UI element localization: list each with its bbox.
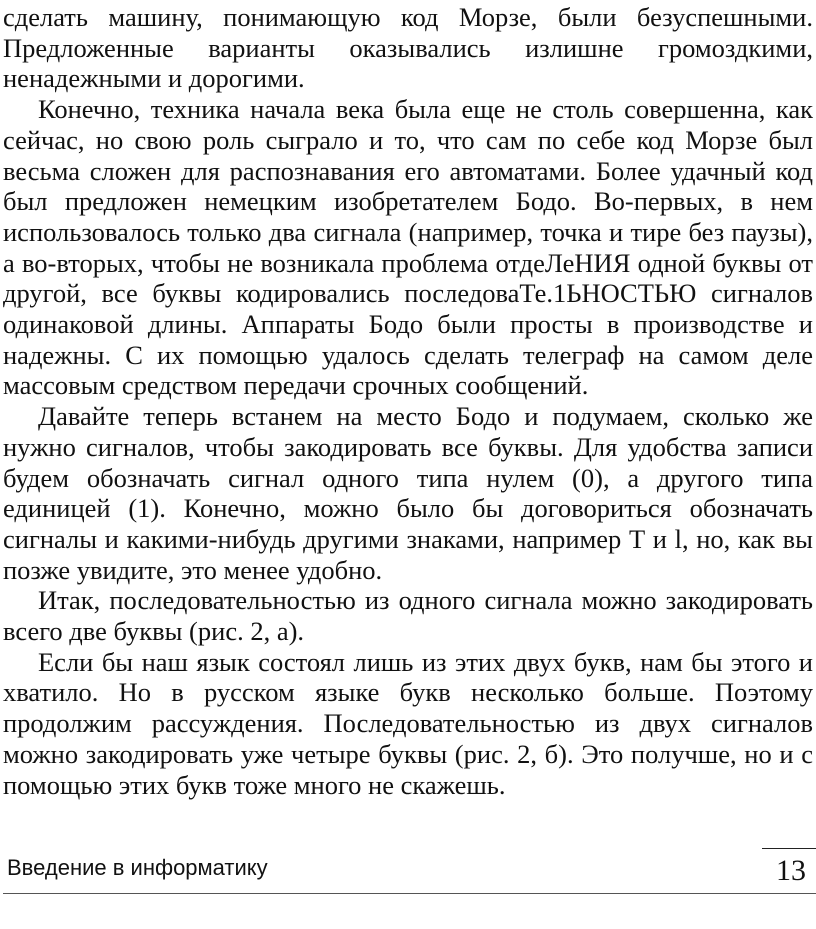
paragraph-two-signals: Если бы наш язык состоял лишь из этих двух букв, нам бы этого и хватило. Но в русском языке букв несколько больше. Поэтому продолжим рассуждения. Последовательностью из двух сигналов можно закодировать уже четыре буквы (рис. 2, б). Это получше, но и с помощью этих букв тоже много не скажешь. xyxy=(3,646,813,800)
page-text xyxy=(3,2,813,800)
page-number-rule xyxy=(762,848,816,849)
paragraph-baudot-code: Конечно, техника начала века была еще не столь совершенна, как сейчас, но свою роль сыграло и то, что сам по себе код Морзе был весьма сложен для распознавания его автоматами. Более удачный код был предложен немецким изобретателем Бодо. Во-первых, в нем использовалось только два сигнала (например, точка и тире без паузы), а во-вторых, чтобы не возникала проблема отдеЛеНИЯ одной буквы от другой, все буквы кодировались последоваТе.1ЬНОСТЬЮ сигналов одинаковой длины. Аппараты Бодо были просты в производстве и надежны. С их помощью удалось сделать телеграф на самом деле массовым средством передачи срочных сообщений. xyxy=(3,94,813,401)
paragraph-continuation: сделать машину, понимающую код Морзе, были безуспешными. Предложенные варианты оказывались излишне громоздкими, ненадежными и дорогими. xyxy=(3,2,813,94)
paragraph-one-signal: Итак, последовательностью из одного сигнала можно закодировать всего две буквы (рис. 2, а). xyxy=(3,585,813,647)
footer-rule xyxy=(3,893,816,894)
running-title: Введение в информатику xyxy=(7,855,268,880)
page-number: 13 xyxy=(776,854,806,887)
paragraph-signals-count: Давайте теперь встанем на место Бодо и подумаем, сколько же нужно сигналов, чтобы закодировать все буквы. Для удобства записи будем обозначать сигнал одного типа нулем (0), а другого типа единицей (1). Конечно, можно было бы договориться обозначать сигналы и какими-нибудь другими знаками, например Т и l, но, как вы позже увидите, это менее удобно. xyxy=(3,401,813,585)
